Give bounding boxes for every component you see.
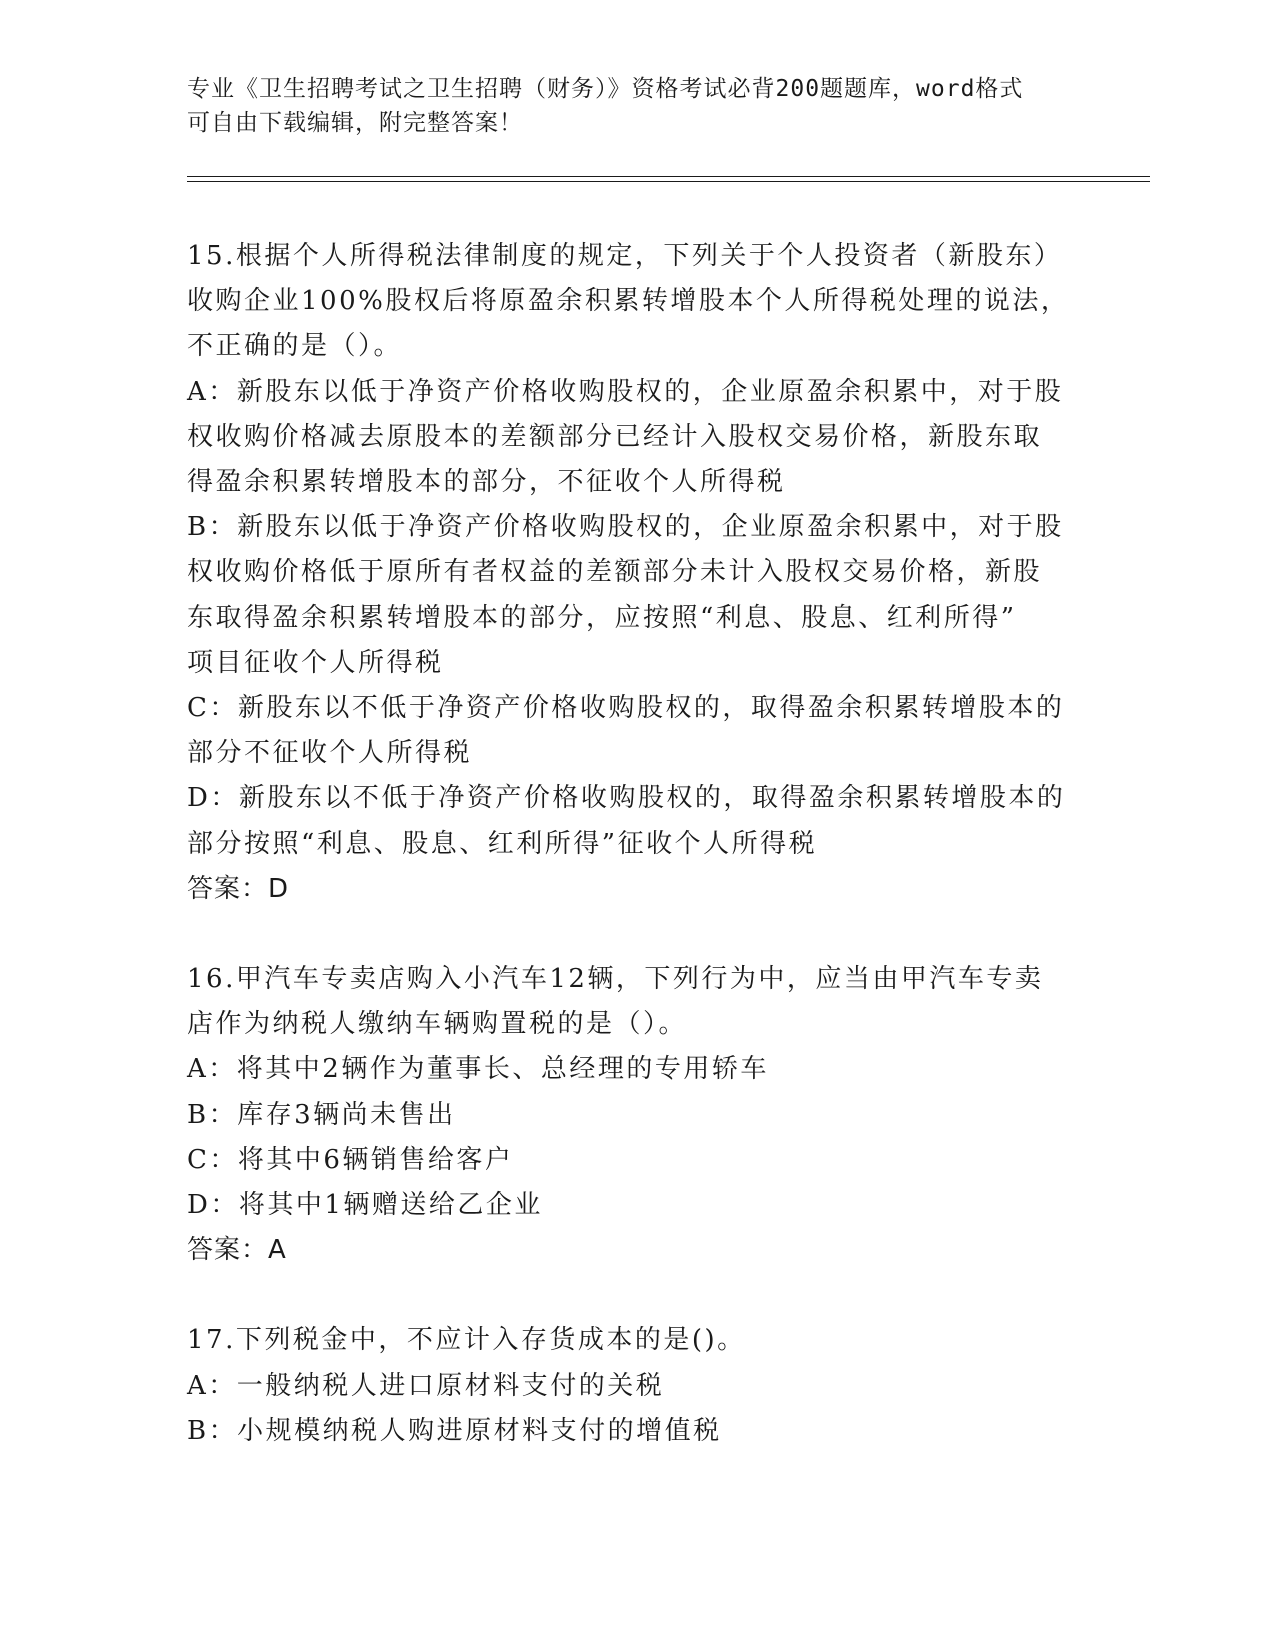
option-line: A：将其中2辆作为董事长、总经理的专用轿车 bbox=[187, 1054, 769, 1085]
question-stem-line: 收购企业100%股权后将原盈余积累转增股本个人所得税处理的说法， bbox=[187, 286, 1070, 317]
option-c bbox=[187, 1138, 1087, 1183]
question-16 bbox=[187, 957, 1087, 1273]
option-a bbox=[187, 370, 1087, 506]
question-stem-line: 15.根据个人所得税法律制度的规定，下列关于个人投资者（新股东） bbox=[187, 241, 1063, 271]
option-line: 部分不征收个人所得税 bbox=[187, 738, 473, 769]
header-divider-bottom bbox=[187, 181, 1150, 182]
option-line: A：新股东以低于净资产价格收购股权的，企业原盈余积累中，对于股 bbox=[187, 376, 1064, 407]
option-line: D：新股东以不低于净资产价格收购股权的，取得盈余积累转增股本的 bbox=[187, 783, 1066, 814]
option-b bbox=[187, 1409, 1087, 1454]
option-line: 东取得盈余积累转增股本的部分，应按照“利息、股息、红利所得” bbox=[187, 602, 1017, 633]
question-stem-line: 16.甲汽车专卖店购入小汽车12辆，下列行为中，应当由甲汽车专卖 bbox=[187, 964, 1044, 995]
header-line-2: 可自由下载编辑，附完整答案！ bbox=[187, 110, 523, 136]
answer-label: 答案：D bbox=[187, 873, 290, 904]
option-d bbox=[187, 1183, 1087, 1228]
option-line: 得盈余积累转增股本的部分，不征收个人所得税 bbox=[187, 467, 786, 498]
question-stem-line: 不正确的是（）。 bbox=[187, 331, 403, 362]
option-line: A：一般纳税人进口原材料支付的关税 bbox=[187, 1370, 665, 1401]
question-stem-line: 17.下列税金中，不应计入存货成本的是()。 bbox=[187, 1325, 746, 1356]
option-line: 项目征收个人所得税 bbox=[187, 647, 444, 678]
option-a bbox=[187, 1364, 1087, 1409]
question-17 bbox=[187, 1318, 1087, 1454]
question-15 bbox=[187, 234, 1087, 912]
option-b bbox=[187, 1093, 1087, 1138]
option-line: 权收购价格减去原股本的差额部分已经计入股权交易价格，新股东取 bbox=[187, 421, 1043, 452]
option-b bbox=[187, 505, 1087, 686]
answer-label: 答案：A bbox=[187, 1235, 287, 1266]
header-line-1: 专业《卫生招聘考试之卫生招聘（财务）》资格考试必背200题题库，word格式 bbox=[187, 76, 1024, 102]
option-d bbox=[187, 776, 1087, 866]
question-stem-line: 店作为纳税人缴纳车辆购置税的是（）。 bbox=[187, 1009, 688, 1040]
option-line: C：将其中6辆销售给客户 bbox=[187, 1144, 514, 1175]
option-line: B：新股东以低于净资产价格收购股权的，企业原盈余积累中，对于股 bbox=[187, 512, 1064, 543]
option-line: C：新股东以不低于净资产价格收购股权的，取得盈余积累转增股本的 bbox=[187, 693, 1065, 724]
document-header bbox=[187, 72, 1067, 140]
question-list bbox=[187, 234, 1087, 1454]
option-line: B：库存3辆尚未售出 bbox=[187, 1099, 456, 1130]
option-c bbox=[187, 686, 1087, 776]
option-line: D：将其中1辆赠送给乙企业 bbox=[187, 1190, 543, 1221]
option-line: 权收购价格低于原所有者权益的差额部分未计入股权交易价格，新股 bbox=[187, 557, 1043, 588]
header-divider-top bbox=[187, 176, 1150, 177]
option-line: 部分按照“利息、股息、红利所得”征收个人所得税 bbox=[187, 828, 818, 859]
option-line: B：小规模纳税人购进原材料支付的增值税 bbox=[187, 1415, 722, 1446]
option-a bbox=[187, 1047, 1087, 1092]
